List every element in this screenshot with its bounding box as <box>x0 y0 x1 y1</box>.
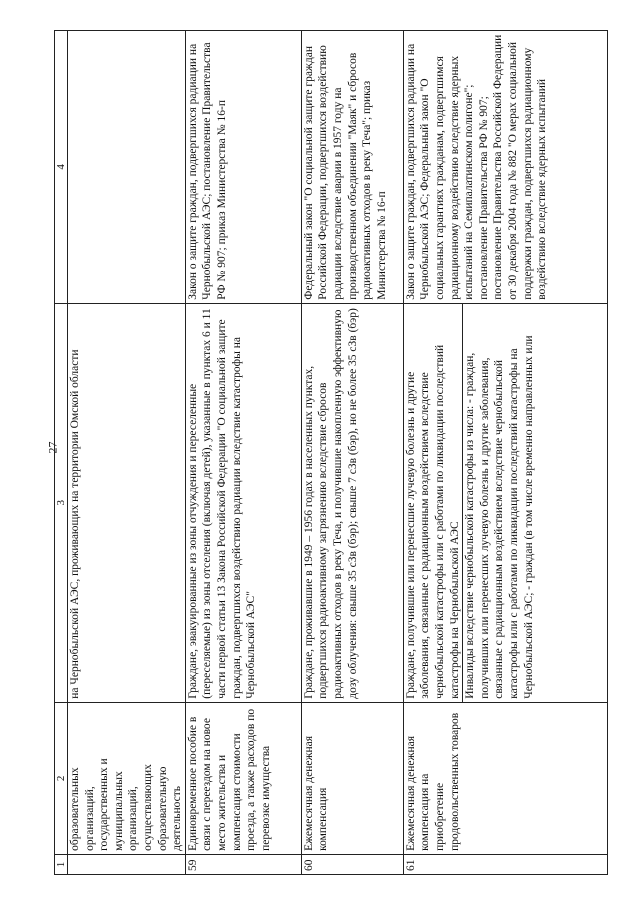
page-number: 27 <box>45 441 60 454</box>
benefit-cell: Ежемесячная денежная компенсация на приобретение продовольственных товаров <box>403 702 607 854</box>
table-row <box>68 31 186 875</box>
table-row <box>185 31 301 875</box>
rotated-table-container <box>54 30 608 875</box>
benefit-cell: Единовременное пособие в связи с переездом на новое место жительства и компенсация стоимости проезда, а также расходов по перевозке имущества <box>185 702 301 854</box>
basis-cell <box>68 31 186 304</box>
basis-cell: Федеральный закон "О социальной защите граждан Российской Федерации, подвергшихся воздействию радиации вследствие аварии в 1957 году на производственном объединении "Маяк" и сбросов радиоактивных отходов в реку Теча"; приказ Министерства № 16-п <box>301 31 403 304</box>
table-row <box>301 31 403 875</box>
benefits-table <box>54 30 608 875</box>
recipients-group-a: Граждане, получившие или перенесшие лучевую болезнь и другие заболевания, связанные с радиационным воздействием вследствие чернобыльской катастрофы или с работами по ликвидации последствий катастрофы на Чернобыльской АЭС <box>404 344 461 699</box>
basis-cell: Закон о защите граждан, подвергшихся радиации на Чернобыльской АЭС; постановление Правительства РФ № 907; приказ Министерства № 16-п <box>185 31 301 304</box>
recipients-cell: Граждане, эвакуированные из зоны отчуждения и переселенные (переселяемые) из зоны отселения (включая детей), указанные в пунктах 6 и 11 части первой статьи 13 Закона Российской Федерации "О социальной защите граждан, подвергшихся воздействию радиации вследствие катастрофы на Чернобыльской АЭС" <box>185 303 301 702</box>
header-col-2: 2 <box>55 702 68 854</box>
row-number <box>68 854 186 874</box>
recipients-cell <box>403 303 607 702</box>
header-col-1: 1 <box>55 854 68 874</box>
recipients-cell: на Чернобыльской АЭС, проживающих на территории Омской области <box>68 303 186 702</box>
recipients-cell: Граждане, проживавшие в 1949 – 1956 годах в населенных пунктах, подвергшихся радиоактивному загрязнению вследствие сбросов радиоактивных отходов в реку Теча, и получившие накопленную эффективную дозу облучения: свыше 35 сЗв (бэр); свыше 7 сЗв (бэр), но не более 35 сЗв (бэр) <box>301 303 403 702</box>
row-number: 59 <box>185 854 301 874</box>
benefit-cell: образовательных организаций, государственных и муниципальных организаций, осуществляющих образовательную деятельность <box>68 702 186 854</box>
header-col-4: 4 <box>55 31 68 304</box>
row-number: 60 <box>301 854 403 874</box>
header-row <box>55 31 68 875</box>
header-col-3: 3 <box>55 303 68 702</box>
table-row <box>403 31 607 875</box>
recipients-group-b: Инвалиды вследствие чернобыльской катастрофы из числа: - граждан, получивших или перенесших лучевую болезнь и другие заболевания, связанные с радиационным воздействием вследствие чернобыльской катастрофы или с работами по ликвидации последствий катастрофы на Чернобыльской АЭС; - граждан (в том числе временно направленных или <box>462 304 536 702</box>
benefit-cell: Ежемесячная денежная компенсация <box>301 702 403 854</box>
basis-cell: Закон о защите граждан, подвергшихся радиации на Чернобыльской АЭС; Федеральный закон "О социальных гарантиях гражданам, подвергшимся радиационному воздействию вследствие ядерных испытаний на Семипалатинском полигоне"; постановление Правительства РФ № 907; постановление Правительства Российской Федерации от 30 декабря 2004 года № 882 "О мерах социальной поддержки граждан, подвергшихся радиационному воздействию вследствие ядерных испытаний <box>403 31 607 304</box>
row-number: 61 <box>403 854 607 874</box>
